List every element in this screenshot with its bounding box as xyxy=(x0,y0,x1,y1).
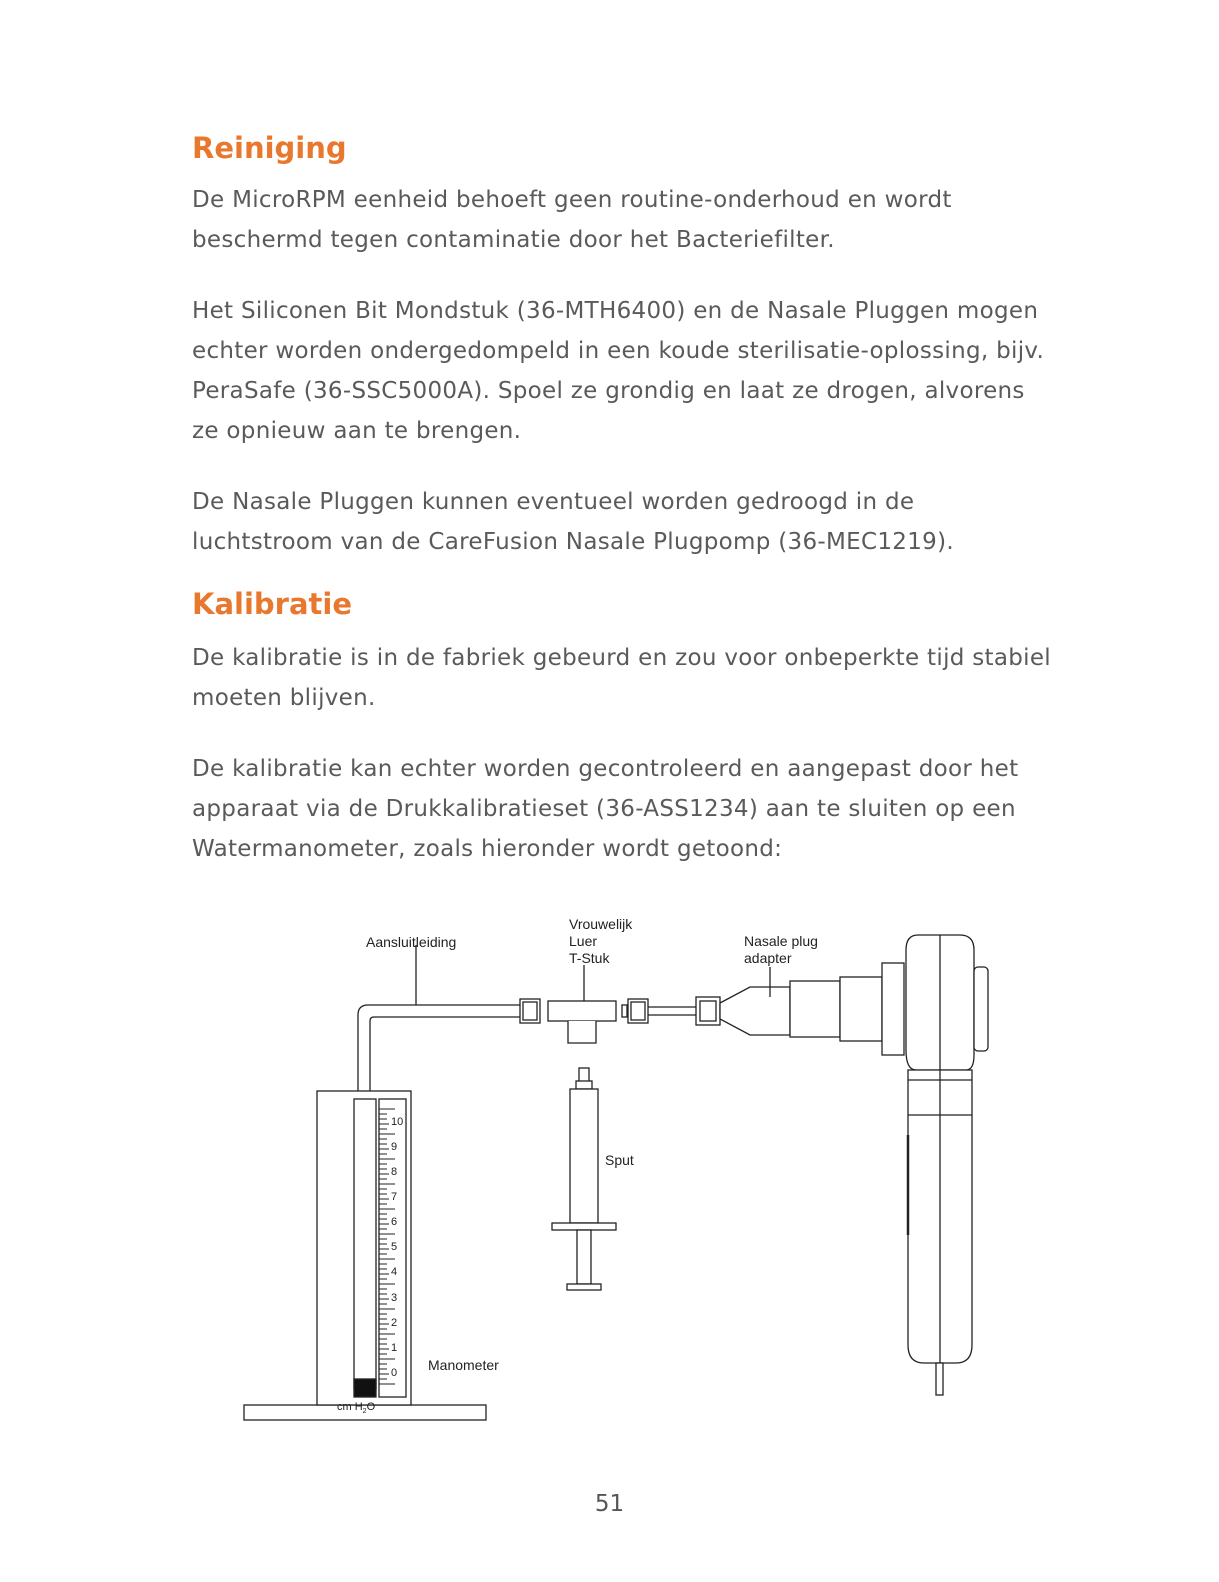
heading-cleaning: Reiniging xyxy=(192,131,347,165)
page-number: 51 xyxy=(594,1491,625,1517)
label-manometer: Manometer xyxy=(428,1357,499,1373)
label-tee-line1: Vrouwelijk xyxy=(569,916,633,932)
scale-label: 6 xyxy=(391,1216,398,1228)
scale-label: 2 xyxy=(391,1317,398,1329)
label-syringe: Sput xyxy=(605,1152,634,1168)
manometer-column xyxy=(354,1099,376,1389)
label-unit: cm $H_2O$ xyxy=(337,1401,376,1415)
tee-piece xyxy=(548,1001,616,1021)
page-content xyxy=(192,126,1052,869)
scale-label: 5 xyxy=(391,1241,398,1253)
cleaning-paragraph-2: Het Siliconen Bit Mondstuk (36-MTH6400) en de Nasale Pluggen mogen echter worden ondergedompeld in een koude sterilisatie-oplossing, bijv. PeraSafe (36-SSC5000A). Spoel ze grondig en laat ze drogen, alvorens ze opnieuw aan te brengen. xyxy=(192,298,1045,444)
scale-label: 8 xyxy=(391,1166,398,1178)
manometer-fluid xyxy=(354,1379,376,1397)
scale-label: 1 xyxy=(391,1342,398,1354)
calibration-paragraph-2: De kalibratie kan echter worden gecontroleerd en aangepast door het apparaat via de Drukkalibratieset (36-ASS1234) aan te sluiten op een Watermanometer, zoals hieronder wordt getoond: xyxy=(192,756,1019,862)
label-tee-line3: T-Stuk xyxy=(569,950,610,966)
nasal-plug-adapter xyxy=(720,987,790,1035)
scale-label: 10 xyxy=(391,1116,404,1128)
cleaning-paragraph-1: De MicroRPM eenheid behoeft geen routine-onderhoud en wordt beschermd tegen contaminatie door het Bacteriefilter. xyxy=(192,187,952,253)
calibration-diagram xyxy=(230,905,1000,1430)
label-tee-line2: Luer xyxy=(569,933,598,949)
label-adapter-line2: adapter xyxy=(744,950,792,966)
scale-label: 7 xyxy=(391,1191,398,1203)
syringe xyxy=(552,1068,616,1290)
label-tubing: Aansluitleiding xyxy=(366,934,457,950)
connecting-tubing xyxy=(358,1005,520,1091)
scale-label: 4 xyxy=(391,1266,398,1278)
cleaning-paragraph-3: De Nasale Pluggen kunnen eventueel worden gedroogd in de luchtstroom van de CareFusion Nasale Plugpomp (36-MEC1219). xyxy=(192,489,954,555)
scale-label: 0 xyxy=(391,1367,398,1379)
scale-label: 3 xyxy=(391,1292,398,1304)
calibration-paragraph-1: De kalibratie is in de fabriek gebeurd en zou voor onbeperkte tijd stabiel moeten blijven. xyxy=(192,645,1051,711)
scale-label: 9 xyxy=(391,1141,398,1153)
label-adapter-line1: Nasale plug xyxy=(744,933,818,949)
heading-calibration: Kalibratie xyxy=(192,587,353,621)
